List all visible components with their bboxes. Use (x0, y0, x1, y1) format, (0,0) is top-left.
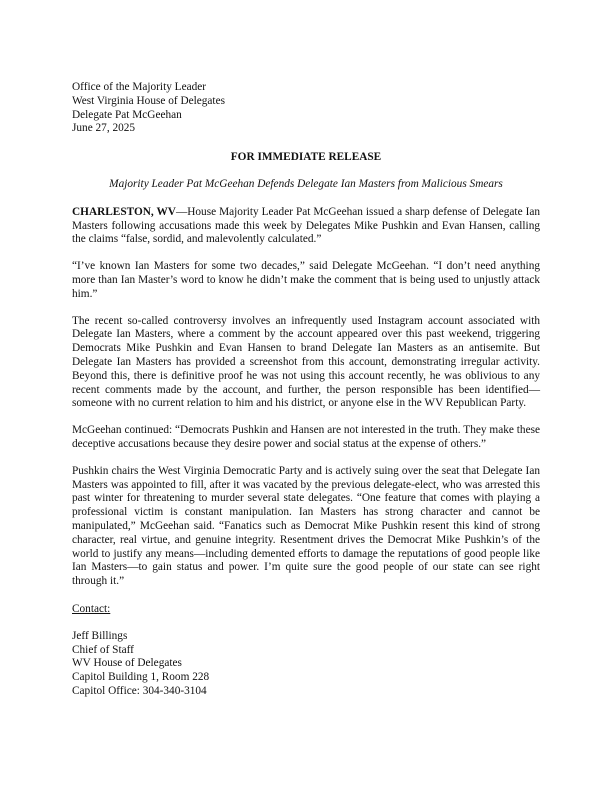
paragraph-4: McGeehan continued: “Democrats Pushkin and Hansen are not interested in the truth. They make these deceptive accusations because they desire power and social status at the expense of others.” (72, 424, 540, 450)
paragraph-1 (72, 206, 540, 247)
paragraph-2: “I’ve known Ian Masters for some two decades,” said Delegate McGeehan. “I don’t need anything more than Ian Master’s word to know he didn’t make the comment that is being used to unjustly attack him.” (72, 260, 540, 300)
paragraph-5: Pushkin chairs the West Virginia Democratic Party and is actively suing over the seat that Delegate Ian Masters was appointed to fill, after it was vacated by the previous delegate-elect, who was arrested this past winter for threatening to murder several state delegates. “One feature that comes with playing a professional victim is constant manipulation. Ian Masters has strong character and cannot be manipulated,” McGeehan said. “Fanatics such as Democrat Mike Pushkin resent this kind of strong character, real virtue, and genuine integrity. Resentment drives the Democrat Mike Pushkin’s of the world to justify any means—including demented efforts to damage the reputations of good people like Ian Masters—to gain status and power. I’m quite sure the good people of our state can see right through it.” (72, 464, 540, 588)
delegate-line: Delegate Pat McGeehan (72, 108, 182, 121)
contact-phone: Capitol Office: 304-340-3104 (72, 684, 207, 697)
letterhead (72, 81, 540, 136)
contact-block (72, 630, 540, 699)
date-line: June 27, 2025 (72, 122, 136, 135)
press-release-page (72, 81, 540, 699)
contact-title: Chief of Staff (72, 643, 134, 656)
contact-heading: Contact: (72, 602, 111, 615)
contact-name: Jeff Billings (72, 629, 128, 642)
paragraph-1-text: —House Majority Leader Pat McGeehan issued a sharp defense of Delegate Ian Masters following accusations made this week by Delegates Mike Pushkin and Evan Hansen, calling the claims “false, sordid, and malevolently calculated.” (72, 205, 540, 246)
release-label: FOR IMMEDIATE RELEASE (230, 151, 382, 164)
house-line: West Virginia House of Delegates (72, 94, 225, 107)
dateline: CHARLESTON, WV (72, 205, 176, 218)
contact-org: WV House of Delegates (72, 657, 182, 670)
paragraph-3: The recent so-called controversy involves an infrequently used Instagram account associated with Delegate Ian Masters, where a comment by the account appeared over this past weekend, triggering Democrats Mike Pushkin and Evan Hansen to brand Delegate Ian Masters as an antisemite. But Delegate Ian Masters has provided a screenshot from this account, demonstrating irregular activity. Beyond this, there is definitive proof he was not using this account recently, he was oblivious to any recent comments made by the account, and further, the person responsible has been identified—someone with no current relation to him and his district, or anyone else in the WV Republican Party. (72, 314, 540, 410)
office-line: Office of the Majority Leader (72, 81, 207, 93)
release-subtitle: Majority Leader Pat McGeehan Defends Delegate Ian Masters from Malicious Smears (109, 177, 503, 190)
contact-address: Capitol Building 1, Room 228 (72, 671, 210, 684)
